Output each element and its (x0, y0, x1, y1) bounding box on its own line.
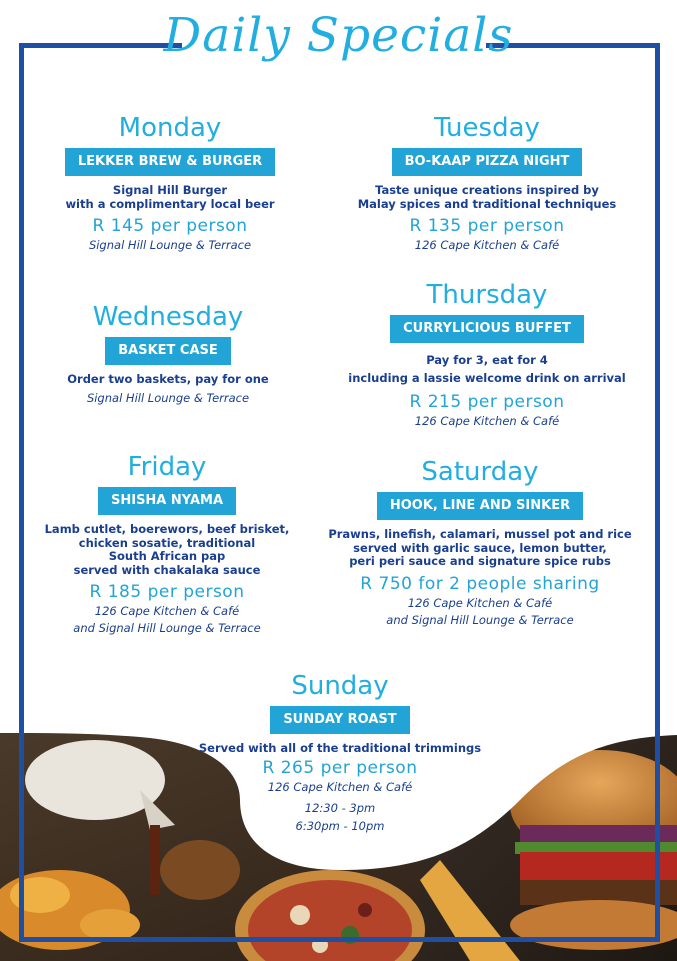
venue: and Signal Hill Lounge & Terrace (73, 621, 261, 635)
special-tag: CURRYLICIOUS BUFFET (390, 315, 584, 343)
day-wednesday (48, 301, 288, 407)
special-tag: HOOK, LINE AND SINKER (377, 492, 583, 520)
day-friday (37, 451, 297, 637)
venue: Signal Hill Lounge & Terrace (88, 238, 252, 252)
price: R 215 per person (409, 392, 565, 412)
day-name: Wednesday (92, 302, 244, 332)
special-description: Malay spices and traditional techniques (357, 196, 617, 211)
special-description: Lamb cutlet, boerewors, beef brisket, (44, 522, 290, 536)
special-tag: BO-KAAP PIZZA NIGHT (392, 148, 583, 176)
special-description: Served with all of the traditional trimmings (198, 741, 482, 755)
special-description: Pay for 3, eat for 4 (426, 353, 548, 367)
day-name: Sunday (291, 671, 389, 701)
price: R 265 per person (262, 757, 418, 778)
venue: and Signal Hill Lounge & Terrace (386, 612, 574, 627)
special-description: Prawns, linefish, calamari, mussel pot and rice (328, 527, 632, 541)
special-description: peri peri sauce and signature spice rubs (349, 554, 611, 568)
special-description: served with garlic sauce, lemon butter, (353, 540, 607, 555)
price: R 135 per person (409, 216, 565, 236)
day-sunday (190, 670, 490, 835)
page-title: Daily Specials (163, 8, 514, 63)
venue: 126 Cape Kitchen & Café (267, 779, 413, 794)
special-tag: SUNDAY ROAST (270, 706, 409, 734)
special-tag: BASKET CASE (105, 337, 231, 365)
special-description: Signal Hill Burger (112, 183, 228, 197)
price: R 750 for 2 people sharing (360, 573, 600, 594)
opening-time: 6:30pm - 10pm (295, 818, 385, 833)
day-name: Thursday (426, 280, 548, 310)
special-tag: LEKKER BREW & BURGER (65, 148, 275, 176)
special-description: with a complimentary local beer (65, 196, 275, 211)
opening-time: 12:30 - 3pm (304, 800, 376, 815)
day-name: Monday (118, 113, 222, 143)
venue: 126 Cape Kitchen & Café (414, 238, 560, 252)
special-description: chicken sosatie, traditional (78, 535, 256, 550)
special-description: Order two baskets, pay for one (67, 372, 269, 386)
day-thursday (337, 279, 637, 430)
day-name: Saturday (421, 457, 539, 487)
special-description: including a lassie welcome drink on arrival (348, 371, 626, 385)
special-tag: SHISHA NYAMA (98, 487, 236, 515)
day-tuesday (347, 112, 627, 254)
venue: 126 Cape Kitchen & Café (94, 604, 240, 618)
day-name: Tuesday (434, 113, 540, 143)
day-monday (50, 112, 290, 254)
day-saturday (325, 456, 635, 629)
price: R 185 per person (89, 582, 245, 602)
venue: Signal Hill Lounge & Terrace (86, 390, 250, 405)
venue: 126 Cape Kitchen & Café (414, 414, 560, 428)
day-name: Friday (127, 452, 207, 482)
special-description: Taste unique creations inspired by (375, 183, 599, 197)
venue: 126 Cape Kitchen & Café (407, 595, 553, 610)
special-description: South African pap (108, 549, 226, 563)
price: R 145 per person (92, 216, 248, 236)
special-description: served with chakalaka sauce (73, 562, 261, 577)
